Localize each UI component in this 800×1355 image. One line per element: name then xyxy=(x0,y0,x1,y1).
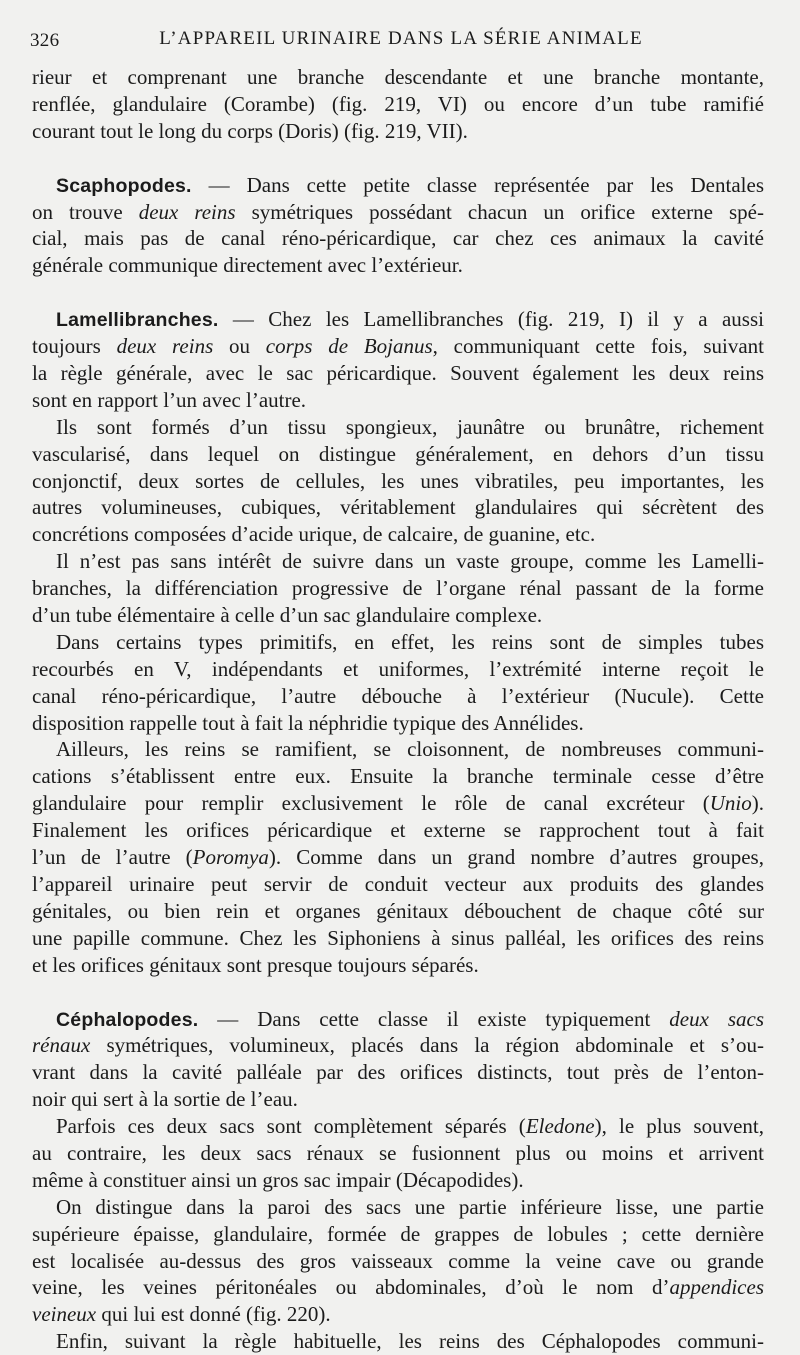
text-fragment: ). xyxy=(751,791,764,816)
italic-term: deux sacs xyxy=(669,1006,764,1031)
paragraph-gap xyxy=(32,279,764,306)
text-line: On distingue dans la paroi des sacs une partie inférieure lisse, une partie xyxy=(56,1194,764,1219)
text-fragment: qui lui est donné (fig. 220). xyxy=(96,1302,331,1327)
text-line: générale communique directement avec l’extérieur. xyxy=(32,253,463,278)
italic-term: rénaux xyxy=(32,1033,91,1058)
text-fragment: — Chez les Lamellibranches (fig. 219, I) il y a aussi xyxy=(218,307,764,332)
text-line xyxy=(32,172,764,199)
text-line xyxy=(32,199,764,226)
italic-term: deux reins xyxy=(116,334,214,359)
section-heading-cephalopodes: Céphalopodes. xyxy=(56,1008,199,1031)
text-fragment: symétriques possédant chacun un orifice externe spé- xyxy=(235,199,764,224)
text-line: disposition rappelle tout à fait la néphridie typique des Annélides. xyxy=(32,710,584,735)
section-heading-scaphopodes: Scaphopodes. xyxy=(56,174,192,197)
text-fragment: ). Comme dans un grand nombre d’autres groupes, xyxy=(268,845,764,870)
text-line: concrétions composées d’acide urique, de calcaire, de guanine, etc. xyxy=(32,522,596,547)
text-line: même à constituer ainsi un gros sac impair (Décapodides). xyxy=(32,1167,524,1192)
text-line: autres volumineuses, cubiques, véritablement glandulaires qui sécrètent des xyxy=(32,495,764,520)
text-fragment: l’un de l’autre ( xyxy=(32,845,193,870)
text-line xyxy=(32,790,764,817)
text-line: sont en rapport l’un avec l’autre. xyxy=(32,387,307,412)
text-line xyxy=(32,306,764,333)
text-line xyxy=(32,1301,764,1328)
text-line: génitales, ou bien rein et organes génitaux débouchent de chaque côté sur xyxy=(32,898,764,923)
text-line: noir qui sert à la sortie de l’eau. xyxy=(32,1087,298,1112)
text-line: courant tout le long du corps (Doris) (fig. 219, VII). xyxy=(32,118,468,143)
italic-term: Eledone xyxy=(525,1114,595,1139)
text-line: une papille commune. Chez les Siphoniens à sinus palléal, les orifices des reins xyxy=(32,925,764,950)
text-line: Finalement les orifices péricardique et externe se rapprochent tout à fait xyxy=(32,818,764,843)
text-fragment: ou xyxy=(213,334,266,359)
page-number: 326 xyxy=(30,30,60,51)
text-fragment: symétriques, volumineux, placés dans la région abdominale et s’ou- xyxy=(90,1033,764,1058)
text-line: Il n’est pas sans intérêt de suivre dans un vaste groupe, comme les Lamelli- xyxy=(56,549,764,574)
text-fragment: — Dans cette classe il existe typiquement xyxy=(198,1006,670,1031)
italic-term: veineux xyxy=(32,1302,97,1327)
text-fragment: , communiquant cette fois, suivant xyxy=(432,334,764,359)
text-line: conjonctif, deux sortes de cellules, les unes vibratiles, peu importantes, les xyxy=(32,468,764,493)
paragraph-gap xyxy=(32,145,764,172)
running-title: L’APPAREIL URINAIRE DANS LA SÉRIE ANIMALE xyxy=(159,28,643,49)
text-line: recourbés en V, indépendants et uniformes, l’extrémité interne reçoit le xyxy=(32,656,764,681)
text-line: Dans certains types primitifs, en effet, les reins sont de simples tubes xyxy=(56,629,764,654)
text-line: et les orifices génitaux sont presque toujours séparés. xyxy=(32,952,479,977)
text-line xyxy=(32,1032,764,1059)
italic-term: deux reins xyxy=(138,199,236,224)
page-body xyxy=(32,64,764,1355)
text-line: Ailleurs, les reins se ramifient, se cloisonnent, de nombreuses communi- xyxy=(56,737,764,762)
text-fragment: Parfois ces deux sacs sont complètement séparés ( xyxy=(56,1114,526,1139)
text-fragment: ), le plus souvent, xyxy=(594,1114,765,1139)
text-line: cations s’établissent entre eux. Ensuite la branche terminale cesse d’être xyxy=(32,764,764,789)
text-line xyxy=(32,844,764,871)
italic-term: Poromya xyxy=(192,845,269,870)
text-line: rieur et comprenant une branche descendante et une branche montante, xyxy=(32,65,764,89)
text-line: au contraire, les deux sacs rénaux se fusionnent plus ou moins et arrivent xyxy=(32,1140,764,1165)
text-line xyxy=(32,1113,764,1140)
italic-term: appendices xyxy=(669,1275,764,1300)
text-line: vrant dans la cavité palléale par des orifices distincts, tout près de l’enton- xyxy=(32,1060,764,1085)
text-line: supérieure épaisse, glandulaire, formée de grappes de lobules ; cette dernière xyxy=(32,1221,764,1246)
text-line: l’appareil urinaire peut servir de conduit vecteur aux produits des glandes xyxy=(32,871,764,896)
text-line: canal réno-péricardique, l’autre débouche à l’extérieur (Nucule). Cette xyxy=(32,683,764,708)
text-line: cial, mais pas de canal réno-péricardique, car chez ces animaux la cavité xyxy=(32,226,764,251)
text-line: Enfin, suivant la règle habituelle, les reins des Céphalopodes communi- xyxy=(56,1329,764,1354)
paragraph-gap xyxy=(32,979,764,1006)
text-line: est localisée au-dessus des gros vaisseaux comme la veine cave ou grande xyxy=(32,1248,764,1273)
section-heading-lamellibranches: Lamellibranches. xyxy=(56,309,219,332)
italic-term: Unio xyxy=(709,791,752,816)
text-fragment: on trouve xyxy=(32,199,139,224)
text-line: renflée, glandulaire (Corambe) (fig. 219, VI) ou encore d’un tube ramifié xyxy=(32,91,764,116)
page-header xyxy=(30,26,772,56)
text-line: branches, la différenciation progressive de l’organe rénal passant de la forme xyxy=(32,576,764,601)
text-line: vascularisé, dans lequel on distingue généralement, en dehors d’un tissu xyxy=(32,441,764,466)
text-line: d’un tube élémentaire à celle d’un sac glandulaire complexe. xyxy=(32,603,543,628)
italic-term: corps de Bojanus xyxy=(265,334,433,359)
text-fragment: glandulaire pour remplir exclusivement le rôle de canal excréteur ( xyxy=(32,791,710,816)
text-line xyxy=(32,1006,764,1033)
text-line: la règle générale, avec le sac péricardique. Souvent également les deux reins xyxy=(32,361,764,386)
text-fragment: veine, les veines péritonéales ou abdominales, d’où le nom d’ xyxy=(32,1275,670,1300)
text-line xyxy=(32,1274,764,1301)
text-fragment: toujours xyxy=(32,334,117,359)
text-fragment: — Dans cette petite classe représentée par les Dentales xyxy=(191,172,764,197)
text-line xyxy=(32,333,764,360)
text-line: Ils sont formés d’un tissu spongieux, jaunâtre ou brunâtre, richement xyxy=(56,414,764,439)
